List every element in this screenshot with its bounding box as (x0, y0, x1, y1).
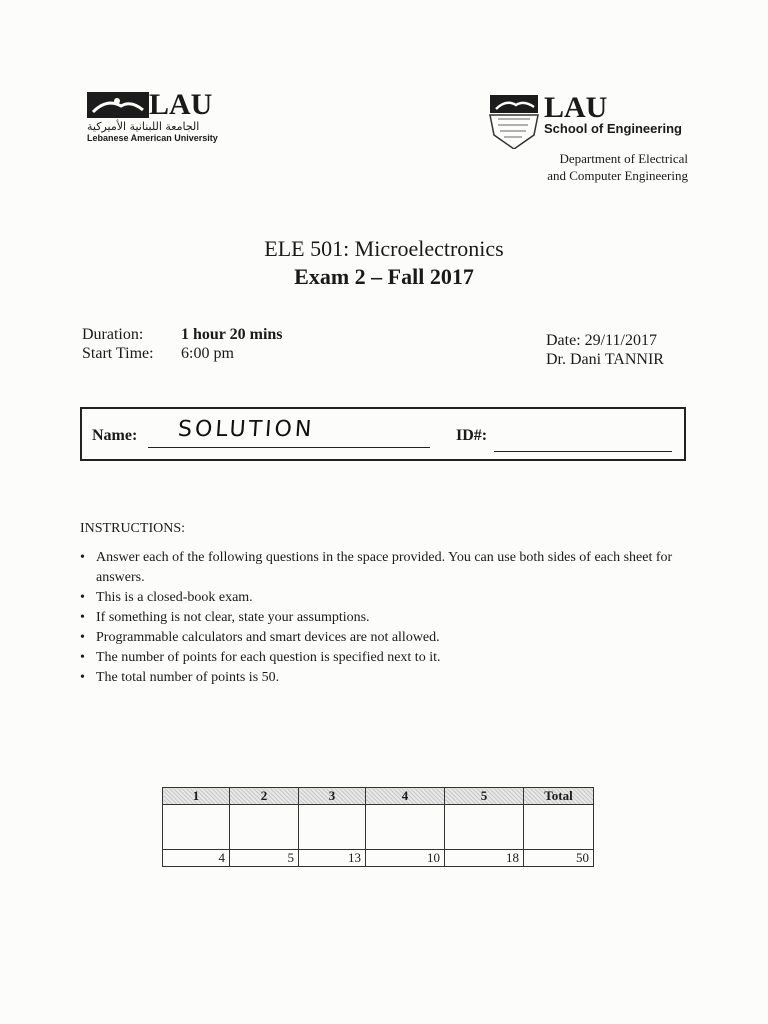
points-q3: 13 (299, 850, 366, 867)
name-value: SOLUTION (177, 417, 316, 442)
id-label: ID#: (456, 427, 488, 444)
points-total: 50 (524, 850, 594, 867)
logo-subtitle: Lebanese American University (87, 133, 218, 143)
header-q2: 2 (230, 788, 299, 805)
points-q1: 4 (163, 850, 230, 867)
header-total: Total (524, 788, 594, 805)
points-q4: 10 (366, 850, 445, 867)
header-q4: 4 (366, 788, 445, 805)
start-time-value: 6:00 pm (181, 345, 234, 362)
duration-label: Duration: (82, 326, 144, 343)
department-line-2: and Computer Engineering (547, 168, 688, 183)
course-title: ELE 501: Microelectronics (264, 236, 504, 261)
name-field[interactable] (148, 447, 430, 448)
points-q5: 18 (445, 850, 524, 867)
score-cell-q4[interactable] (366, 805, 445, 850)
logo-wordmark-right: LAU (544, 91, 608, 124)
shield-emblem-icon (488, 95, 540, 149)
exam-title: Exam 2 – Fall 2017 (294, 264, 474, 289)
instruction-item: • The total number of points is 50. (76, 668, 686, 688)
instructions-heading: INSTRUCTIONS: (80, 521, 186, 536)
score-cell-q5[interactable] (445, 805, 524, 850)
school-name: School of Engineering (544, 121, 682, 136)
score-cell-q2[interactable] (230, 805, 299, 850)
score-table-header-row (163, 788, 594, 805)
instruction-item: • Programmable calculators and smart devices are not allowed. (76, 628, 686, 648)
department-line-1: Department of Electrical (559, 151, 688, 166)
start-time-label: Start Time: (82, 345, 154, 362)
score-entry-row (163, 805, 594, 850)
instruction-item: • This is a closed-book exam. (76, 588, 686, 608)
name-label: Name: (92, 427, 138, 444)
exam-date: Date: 29/11/2017 (546, 332, 657, 349)
instructions-list (76, 548, 686, 688)
logo-arabic-text: الجامعة اللبنانية الأميركية (87, 120, 200, 133)
logo-wordmark: LAU (149, 88, 213, 121)
header-q5: 5 (445, 788, 524, 805)
score-table (162, 787, 594, 867)
header-q3: 3 (299, 788, 366, 805)
department (500, 150, 688, 184)
id-field[interactable] (494, 451, 672, 452)
exam-details (82, 325, 283, 363)
lau-logo (87, 88, 237, 148)
points-q2: 5 (230, 850, 299, 867)
instruction-item: • If something is not clear, state your assumptions. (76, 608, 686, 628)
school-logo (488, 91, 698, 155)
lau-emblem-icon (87, 92, 149, 118)
instruction-item: • The number of points for each question is specified next to it. (76, 648, 686, 668)
score-cell-q1[interactable] (163, 805, 230, 850)
header-q1: 1 (163, 788, 230, 805)
score-cell-total[interactable] (524, 805, 594, 850)
instruction-item: • Answer each of the following questions in the space provided. You can use both sides of each sheet for answers. (76, 548, 686, 588)
instructor-name: Dr. Dani TANNIR (546, 351, 664, 368)
exam-meta (546, 331, 664, 369)
duration-value: 1 hour 20 mins (181, 326, 283, 343)
student-info-box (80, 407, 686, 461)
score-cell-q3[interactable] (299, 805, 366, 850)
points-row (163, 850, 594, 867)
